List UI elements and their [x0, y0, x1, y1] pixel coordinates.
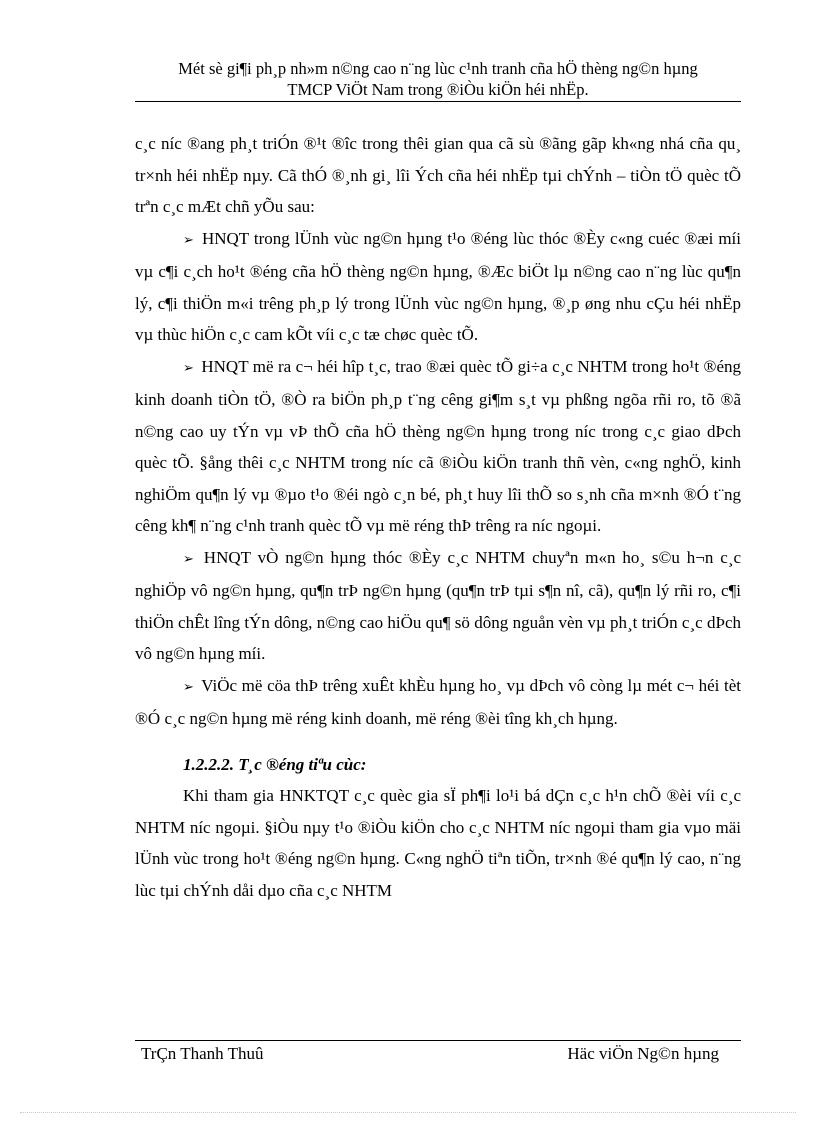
bullet-text: HNQT trong lÜnh vùc ng©n hµng t¹o ®éng lùc thóc ®Èy c«ng cuéc ®æi míi vµ c¶i c¸ch ho¹t ®éng cña hÖ thèng ng©n hµng, ®Æc biÖt lµ n©ng cao n¨ng lùc qu¶n lý, c¶i thiÖn m«i trêng ph¸p lý trong lÜnh vùc ng©n hµng, ®¸p øng nhu cÇu héi nhËp vµ thùc hiÖn c¸c cam kÕt víi c¸c tæ chøc quèc tÕ.	[135, 228, 742, 344]
bullet-text: ViÖc më cöa thÞ trêng xuÊt khÈu hµng ho¸ vµ dÞch vô còng lµ mét c¬ héi tèt ®Ó c¸c ng©n hµng më réng kinh doanh, më réng ®èi tîng kh¸ch hµng.	[135, 675, 741, 728]
page-header	[135, 58, 741, 100]
section-subheading: 1.2.2.2. T¸c ®éng tiªu cùc:	[183, 754, 367, 774]
arrow-bullet-icon: ➢	[183, 232, 194, 248]
page-bottom-edge	[20, 1112, 796, 1113]
bullet-text: HNQT më ra c¬ héi hîp t¸c, trao ®æi quèc tÕ gi÷a c¸c NHTM trong ho¹t ®éng kinh doanh tiÒn tÖ, ®Ò ra biÖn ph¸p t¨ng cêng gi¶m s¸t vµ phßng ngõa rñi ro, tõ ®ã n©ng cao uy tÝn vµ vÞ thÕ cña hÖ thèng ng©n hµng trong níc trong c¸c giao dÞch quèc tÕ. §ång thêi c¸c NHTM trong níc cã ®iÒu kiÖn tranh thñ vèn, c«ng nghÖ, kinh nghiÖm qu¶n lý vµ ®µo t¹o ®éi ngò c¸n bé, ph¸t huy lîi thÕ so s¸nh cña m×nh ®Ó t¨ng cêng kh¶ n¨ng c¹nh tranh quèc tÕ vµ më réng thÞ trêng ra níc ngoµi.	[135, 356, 741, 535]
bullet-item	[135, 542, 741, 670]
arrow-bullet-icon: ➢	[183, 360, 194, 376]
header-title-line-1: Mét sè gi¶i ph¸p nh»m n©ng cao n¨ng lùc c¹nh tranh cña hÖ thèng ng©n hµng	[178, 59, 698, 78]
footer-institution: Häc viÖn Ng©n hµng	[567, 1044, 719, 1063]
footer-divider	[135, 1040, 741, 1041]
bullet-item	[135, 670, 741, 735]
bullet-text: HNQT vÒ ng©n hµng thóc ®Èy c¸c NHTM chuyªn m«n ho¸ s©u h¬n c¸c nghiÖp vô ng©n hµng, qu¶n trÞ ng©n hµng (qu¶n trÞ tµi s¶n nî, cã), qu¶n lý rñi ro, c¶i thiÖn chÊt lîng tÝn dông, n©ng cao hiÖu qu¶ sö dông nguån vèn vµ ph¸t triÓn c¸c dÞch vô ng©n hµng míi.	[135, 547, 742, 663]
bullet-item	[135, 223, 741, 351]
header-title-line-2: TMCP ViÖt Nam trong ®iÒu kiÖn héi nhËp.	[287, 80, 589, 99]
arrow-bullet-icon: ➢	[183, 551, 194, 567]
footer-author: TrÇn Thanh Thuû	[141, 1044, 264, 1063]
document-body	[135, 128, 741, 906]
header-divider	[135, 101, 741, 102]
paragraph-intro: c¸c níc ®ang ph¸t triÓn ®¹t ®îc trong thêi gian qua cã sù ®ãng gãp kh«ng nhá cña qu¸ tr×nh héi nhËp nµy. Cã thÓ ®¸nh gi¸ lîi Ých cña héi nhËp tµi chÝnh – tiÒn tÖ quèc tÕ trªn c¸c mÆt chñ yÕu sau:	[135, 134, 741, 216]
bullet-item	[135, 351, 741, 542]
arrow-bullet-icon: ➢	[183, 679, 194, 695]
paragraph-negative-impact: Khi tham gia HNKTQT c¸c quèc gia sÏ ph¶i lo¹i bá dÇn c¸c h¹n chÕ ®èi víi c¸c NHTM níc ngoµi. §iÒu nµy t¹o ®iÒu kiÖn cho c¸c NHTM níc ngoµi tham gia vµo mäi lÜnh vùc trong ho¹t ®éng ng©n hµng. C«ng nghÖ tiªn tiÕn, tr×nh ®é qu¶n lý cao, n¨ng lùc tµi chÝnh dåi dµo cña c¸c NHTM	[135, 786, 741, 900]
